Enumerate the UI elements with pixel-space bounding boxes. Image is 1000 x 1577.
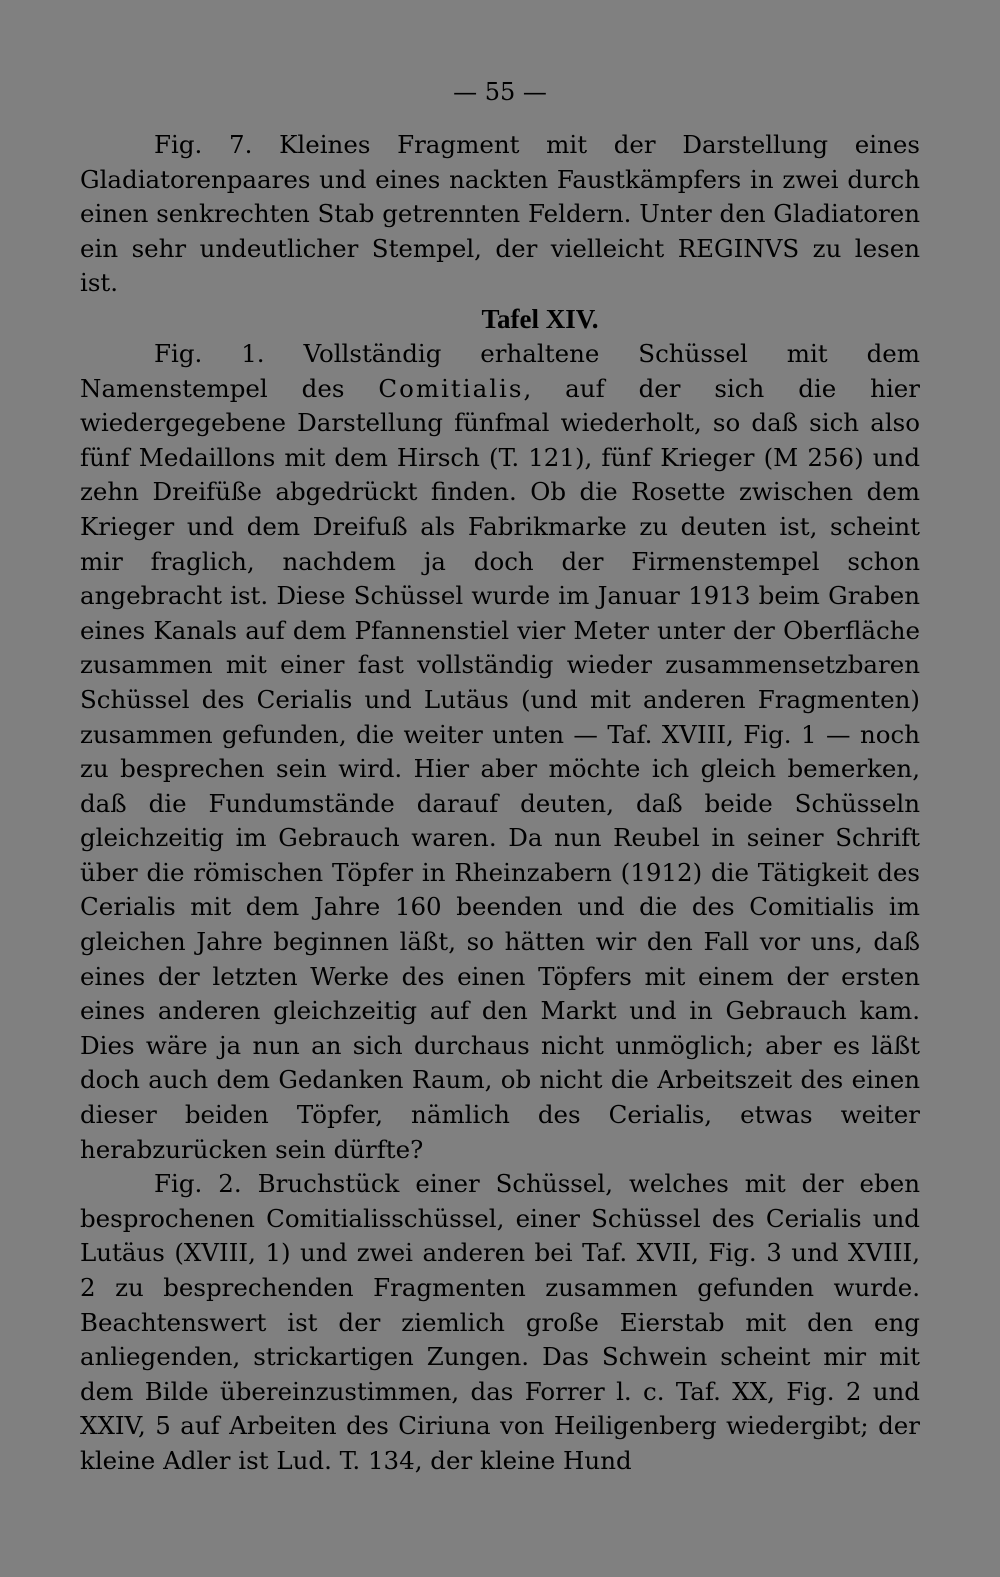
paragraph-fig1-intro: Fig. 1. Vollständig erhaltene Schüssel mit dem Namenstempel des xyxy=(80,338,920,403)
page-number: — 55 — xyxy=(453,78,547,106)
document-page xyxy=(80,70,920,1479)
paragraph-fig1-body: , auf der sich die hier wiedergegebene Darstellung fünfmal wiederholt, so daß sich also fünf Medaillons mit dem Hirsch (T. 121), fünf Krieger (M 256) und zehn Dreifüße abgedrückt finden. Ob die Rosette zwischen dem Krieger und dem Dreifuß als Fabrikmarke zu deuten ist, scheint mir fraglich, nachdem ja doch der Firmenstempel schon angebracht ist. Diese Schüssel wurde im Januar 1913 beim Graben eines Kanals auf dem Pfannenstiel vier Meter unter der Oberfläche zusammen mit einer fast vollständig wieder zusammensetzbaren Schüssel des Cerialis und Lutäus (und mit anderen Fragmenten) zusammen gefunden, die weiter unten — Taf. XVIII, Fig. 1 — noch zu besprechen sein wird. Hier aber möchte ich gleich bemerken, daß die Fundumstände darauf deuten, daß beide Schüsseln gleichzeitig im Gebrauch waren. Da nun Reubel in seiner Schrift über die römischen Töpfer in Rheinzabern (1912) die Tätigkeit des Cerialis mit dem Jahre 160 beenden und die des Comitialis im gleichen Jahre beginnen läßt, so hätten wir den Fall vor uns, daß eines der letzten Werke des einen Töpfers mit einem der ersten eines anderen gleichzeitig auf den Markt und in Gebrauch kam. Dies wäre ja nun an sich durchaus nicht unmöglich; aber es läßt doch auch dem Gedanken Raum, ob nicht die Arbeitszeit des einen dieser beiden Töpfer, nämlich des Cerialis, etwas weiter herabzurücken sein dürfte? xyxy=(80,373,921,1164)
paragraph-fig2: Fig. 2. Bruchstück einer Schüssel, welches mit der eben besprochenen Comitialisschüssel, einer Schüssel des Cerialis und Lutäus (XVIII, 1) und zwei anderen bei Taf. XVII, Fig. 3 und XVIII, 2 zu besprechenden Fragmenten zusammen gefunden wurde. Beachtenswert ist der ziemlich große Eierstab mit den eng anliegenden, strickartigen Zungen. Das Schwein scheint mir mit dem Bilde übereinzustimmen, das Forrer l. c. Taf. XX, Fig. 2 und XXIV, 5 auf Arbeiten des Ciriuna von Heiligenberg wiedergibt; der kleine Adler ist Lud. T. 134, der kleine Hund xyxy=(80,1169,920,1475)
paragraph-fig1 xyxy=(80,337,920,1167)
section-heading-tafel-xiv: Tafel XIV. xyxy=(481,303,599,334)
paragraph-fig7: Fig. 7. Kleines Fragment mit der Darstellung eines Gladiatorenpaares und eines nackten Faustkämpfers in zwei durch einen senkrechten Stab getrennten Feldern. Unter den Gladiatoren ein sehr undeutlicher Stempel, der vielleicht REGINVS zu lesen ist. xyxy=(80,130,920,298)
potter-name-comitialis: Comitialis xyxy=(378,373,524,403)
